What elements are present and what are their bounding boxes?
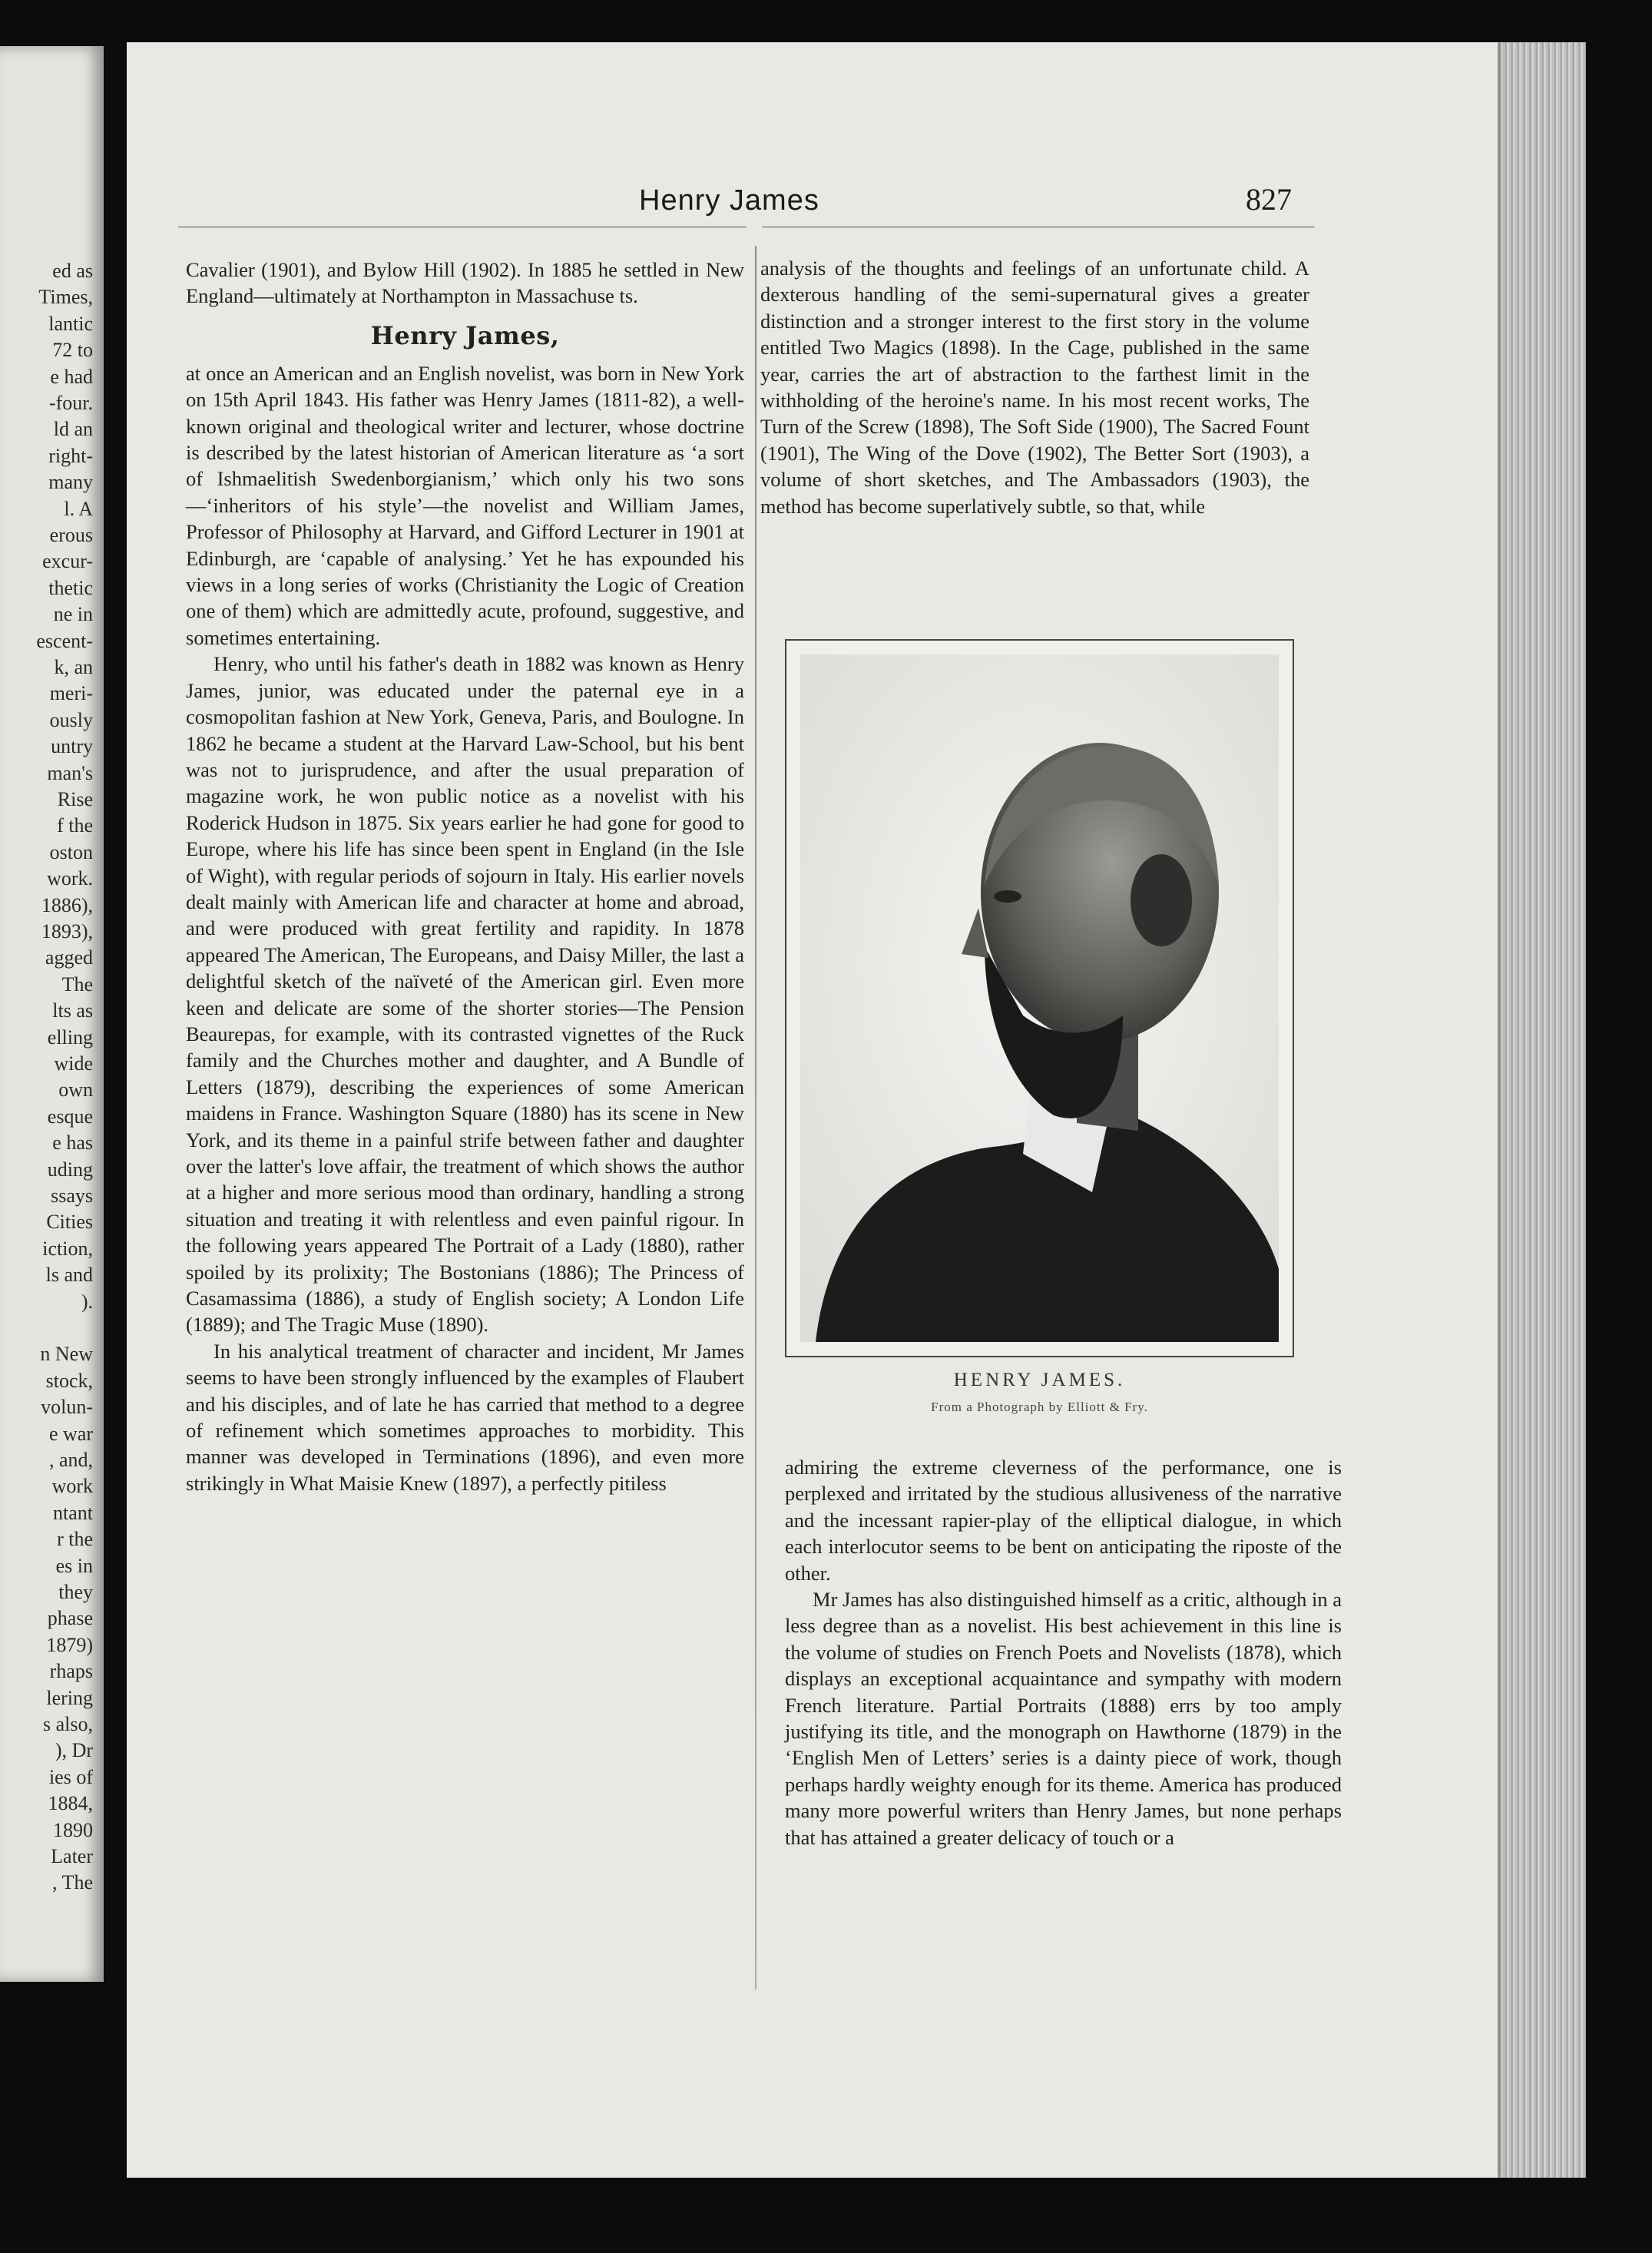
body-paragraph-5: Mr James has also distinguished himself as a critic, although in a less degree than as a novelist. His best achievement in this line is the volume of studies on French Poets and Novelists (1878), which displays an exceptional acquaintance and sympathy with modern French literature. Partial Portraits (1888) errs by too amply justifying its title, and the monograph on Hawthorne (1879) in the ‘English Men of Letters’ series is a dainty piece of work, though perhaps hardly weighty enough for its theme. America has produced many more powerful writers than Henry James, but none perhaps that has attained a greater delicacy of touch or a: [785, 1588, 1342, 1849]
facing-page-fragment: ntant: [53, 1501, 93, 1524]
facing-page-fragment: lantic: [48, 312, 93, 335]
facing-page-fragment: ed as: [52, 260, 93, 282]
facing-page-fragment: excur-: [42, 550, 93, 573]
facing-page-fragment: e has: [52, 1131, 93, 1155]
facing-page-fragment: thetic: [48, 576, 93, 599]
facing-page-fragment: oston: [49, 840, 93, 863]
facing-page-fragment: ously: [49, 708, 93, 731]
column-divider: [755, 246, 756, 1990]
portrait-image: [800, 654, 1279, 1342]
facing-page-fragment: 1879): [46, 1633, 93, 1656]
facing-page-fragment: lering: [46, 1686, 93, 1709]
running-header: Henry James: [639, 184, 819, 217]
facing-page-fragment: , and,: [48, 1449, 93, 1471]
article-heading: Henry James,: [370, 320, 560, 350]
facing-page-fragment: f the: [57, 814, 93, 837]
facing-page-fragment: e had: [50, 365, 93, 388]
facing-page-fragment: ne in: [53, 603, 93, 626]
facing-page-fragment: own: [58, 1078, 93, 1102]
body-paragraph-4: admiring the extreme cleverness of the performance, one is perplexed and irritated by the studious allusiveness of the narrative and the incessant rapier-play of the elliptical dialogue, in which each interlocutor seems to be bent on anticipating the riposte of the other.: [785, 1456, 1342, 1585]
right-column-top: [760, 255, 1309, 519]
facing-page-fragment: rhaps: [49, 1660, 93, 1683]
facing-page-fragment: Times,: [38, 286, 93, 309]
body-paragraph-3: In his analytical treatment of character and incident, Mr James seems to have been strongly influenced by the examples of Flaubert and his disciples, and of late he has carried that method to a degree of refinement which sometimes approaches to morbidity. This manner was developed in Terminations (1896), and even more strikingly in What Maisie Knew (1897), a perfectly pitiless: [186, 1339, 744, 1495]
facing-page-fragment: , The: [52, 1871, 93, 1894]
facing-page-fragment: esque: [47, 1105, 93, 1128]
facing-page-fragment: Cities: [46, 1211, 93, 1234]
body-paragraph-1: at once an American and an English novelist, was born in New York on 15th April 1843. His father was Henry James (1811-82), a well-known original and theological writer and lecturer, whose doctrine is described by the latest historian of American literature as ‘a sort of Ishmaelitish Swedenborgianism,’ which only his two sons—‘inheritors of his style’—the novelist and William James, Professor of Philosophy at Harvard, and Gifford Lecturer in 1901 at Edinburgh, are ‘capable of analysing.’ Yet he has expounded his views in a long series of works (Christianity the Logic of Creation one of them) which are admittedly acute, profound, suggestive, and sometimes entertaining.: [186, 361, 744, 649]
portrait-caption: HENRY JAMES.: [953, 1370, 1126, 1390]
facing-page-fragment: n New: [40, 1343, 93, 1366]
facing-page-fragment: ssays: [51, 1184, 93, 1207]
facing-page-fragment: 1884,: [48, 1792, 93, 1815]
facing-page-fragment: erous: [49, 524, 93, 546]
facing-page-fragment: work.: [47, 867, 93, 890]
facing-page-fragment: 1886),: [41, 893, 93, 916]
body-paragraph-2: Henry, who until his father's death in 1882 was known as Henry James, junior, was educated under the paternal eye in a cosmopolitan fashion at New York, Geneva, Paris, and Boulogne. In 1862 he became a student at the Harvard Law-School, but his bent was not to jurisprudence, and after the usual preparation of magazine work, he won public notice as a novelist with his Roderick Hudson in 1875. Six years earlier he had gone for good to Europe, where his life has since been spent in England (in the Isle of Wight), with regular periods of sojourn in Italy. His earlier novels dealt mainly with American life and character at home and abroad, and were produced with great fertility and rapidity. In 1878 appeared The American, The Europeans, and Daisy Miller, the last a delightful sketch of the naïveté of the American girl. Even more keen and delicate are some of the shorter stories—The Pension Beaurepas, for example, with its contrasted vignettes of the Ruck family and the Churches mother and daughter, and A Bundle of Letters (1879), describing the experiences of some American maidens in France. Washington Square (1880) has its scene in New York, and its theme in a painful strife between father and daughter over the latter's love affair, the treatment of which shows the author at a higher and more serious mood than ordinary, handling a strong situation and treating it with relentless and even painful rigour. In the following years appeared The Portrait of a Lady (1880), rather spoiled by its prolixity; The Bostonians (1886); The Princess of Casamassima (1886), a study of English society; A London Life (1889); and The Tragic Muse (1890).: [186, 652, 744, 1337]
facing-page-edge: [0, 46, 104, 1982]
facing-page-fragment: 72 to: [52, 339, 93, 362]
facing-page-fragment: l. A: [64, 497, 93, 520]
facing-page-fragment: man's: [47, 761, 93, 784]
portrait-photograph: [785, 639, 1294, 1357]
page-stack-edge: [1498, 42, 1586, 2178]
facing-page-fragment: volun-: [41, 1396, 93, 1419]
facing-page-fragment: untry: [51, 735, 93, 758]
facing-page-fragment: ), Dr: [55, 1739, 93, 1762]
facing-page-fragment: meri-: [49, 682, 93, 705]
portrait-credit: From a Photograph by Elliott & Fry.: [931, 1400, 1148, 1414]
facing-page-fragment: phase: [47, 1607, 93, 1630]
facing-page-fragment: r the: [57, 1528, 93, 1551]
facing-page-fragment: stock,: [45, 1369, 93, 1392]
facing-page-fragment: k, an: [54, 656, 93, 678]
facing-page-fragment: wide: [54, 1052, 93, 1075]
facing-page-fragment: ies of: [48, 1765, 93, 1788]
facing-page-fragment: Later: [51, 1845, 93, 1867]
facing-page-fragment: escent-: [36, 629, 93, 652]
page-number: 827: [1246, 182, 1292, 217]
left-column: [186, 257, 744, 1496]
continued-paragraph: analysis of the thoughts and feelings of an unfortunate child. A dexterous handling of the semi-supernatural gives a greater distinction and a stronger interest to the first story in the volume entitled Two Magics (1898). In the Cage, published in the same year, carries the art of abstraction to the farthest limit in the withholding of the heroine's name. In his most recent works, The Turn of the Screw (1898), The Soft Side (1900), The Sacred Fount (1901), The Wing of the Dove (1902), The Better Sort (1903), a volume of short sketches, and The Ambassadors (1903), the method has become superlatively subtle, so that, while: [760, 257, 1309, 518]
right-column-bottom: [785, 1454, 1342, 1850]
facing-page-fragment: they: [58, 1581, 93, 1603]
facing-page-fragment: ld an: [53, 418, 93, 441]
intro-paragraph: Cavalier (1901), and Bylow Hill (1902). In 1885 he settled in New England—ultimately at Northampton in Massachuse ts.: [186, 258, 744, 308]
facing-page-fragment: Rise: [57, 788, 93, 810]
facing-page-fragment: lts as: [52, 999, 93, 1022]
facing-page-fragment: s also,: [43, 1713, 93, 1735]
facing-page-fragment: The: [61, 972, 93, 996]
facing-page-fragment: e war: [48, 1422, 93, 1445]
facing-page-fragment: elling: [47, 1025, 93, 1049]
facing-page-fragment: uding: [47, 1158, 93, 1181]
facing-page-fragment: 1890: [53, 1818, 93, 1841]
facing-page-fragment: agged: [45, 946, 93, 969]
facing-page-fragment: es in: [55, 1554, 93, 1577]
facing-page-fragment: right-: [48, 444, 93, 467]
facing-page-fragment: many: [48, 471, 93, 494]
facing-page-fragment: iction,: [42, 1237, 93, 1260]
facing-page-fragment: work: [51, 1475, 93, 1498]
facing-page-fragment: -four.: [48, 392, 93, 414]
facing-page-fragment: ).: [81, 1290, 93, 1313]
facing-page-fragment: ls and: [45, 1264, 93, 1287]
facing-page-fragment: 1893),: [41, 920, 93, 943]
